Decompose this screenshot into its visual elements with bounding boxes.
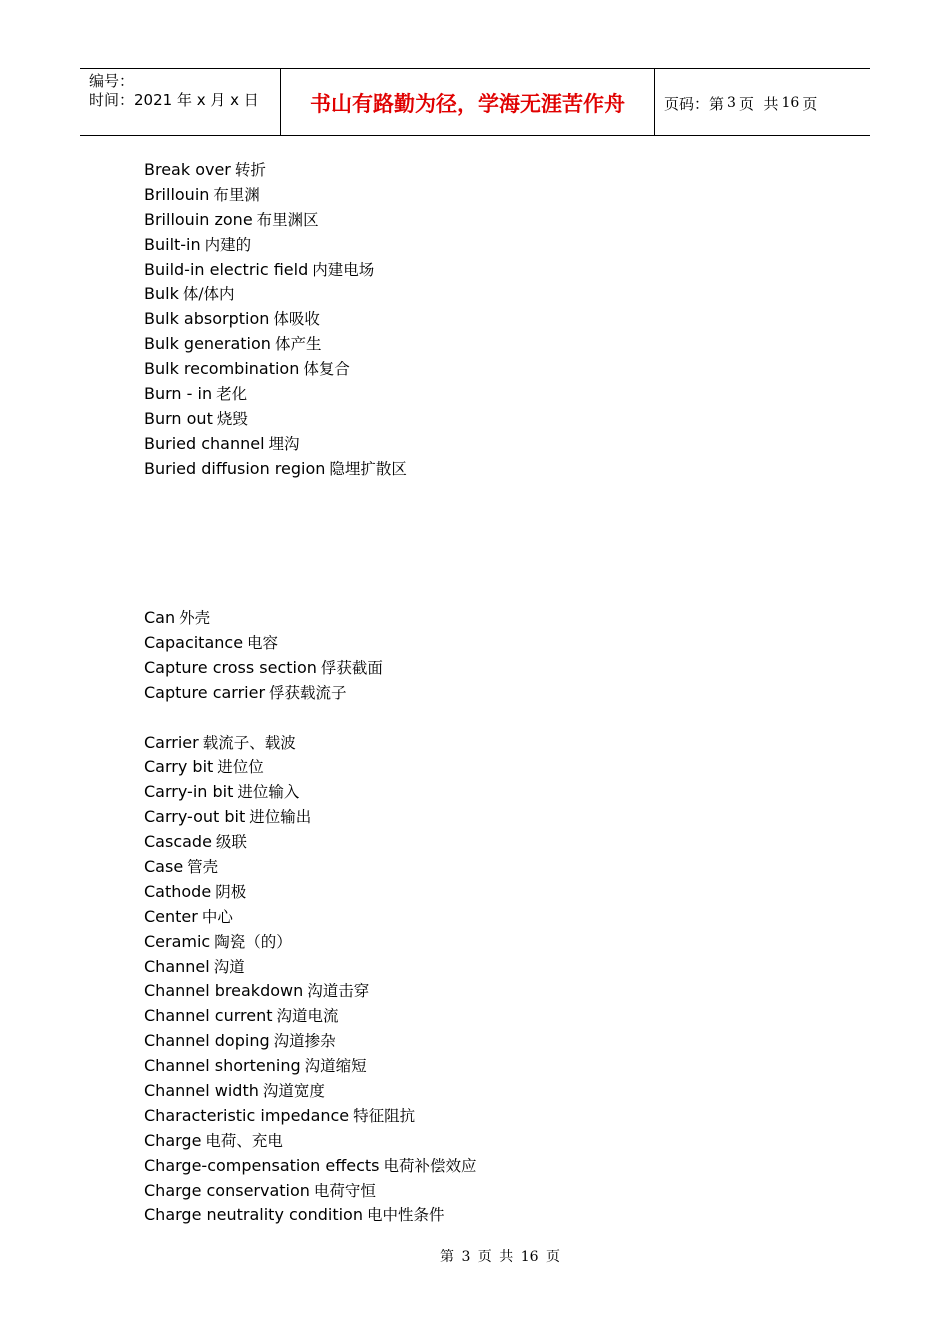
glossary-entry — [144, 382, 844, 407]
entry-translation: 进位输入 — [237, 783, 300, 802]
entry-translation: 阴极 — [215, 882, 247, 901]
glossary-entry — [144, 432, 844, 457]
entry-term: Cascade — [144, 832, 212, 852]
glossary-entry — [144, 631, 844, 656]
glossary-entry — [144, 780, 844, 805]
page-mid: 页 共 — [738, 94, 779, 113]
entry-term: Brillouin — [144, 184, 210, 204]
entry-translation: 沟道击穿 — [307, 982, 370, 1001]
entry-term: Can — [144, 608, 176, 628]
entry-translation: 体复合 — [303, 360, 350, 379]
entry-translation: 管壳 — [187, 857, 219, 876]
entry-term: Channel — [144, 956, 210, 976]
entry-translation: 进位位 — [217, 758, 264, 777]
glossary-entry — [144, 955, 844, 980]
glossary-entry — [144, 1104, 844, 1129]
glossary-entry — [144, 656, 844, 681]
entry-term: Capture cross section — [144, 657, 317, 677]
glossary-entry — [144, 1154, 844, 1179]
glossary-entry — [144, 1004, 844, 1029]
group-spacer — [144, 706, 844, 731]
glossary-group-b — [144, 158, 844, 482]
entry-translation: 电荷、充电 — [205, 1131, 283, 1150]
entry-term: Channel shortening — [144, 1056, 301, 1076]
entry-translation: 俘获截面 — [320, 658, 383, 677]
glossary-entry — [144, 158, 844, 183]
entry-translation: 沟道掺杂 — [273, 1032, 336, 1051]
glossary-entry — [144, 208, 844, 233]
glossary-entry — [144, 1054, 844, 1079]
entry-translation: 电中性条件 — [366, 1206, 445, 1225]
entry-translation: 内建的 — [204, 235, 252, 254]
entry-term: Channel current — [144, 1006, 273, 1026]
entry-term: Burn - in — [144, 384, 213, 404]
entry-term: Build-in electric field — [144, 259, 309, 279]
header-info-cell — [80, 69, 281, 135]
entry-translation: 沟道 — [213, 957, 245, 976]
page-end: 页 — [802, 94, 818, 113]
entry-term: Carry bit — [144, 757, 214, 777]
entry-translation: 烧毁 — [216, 409, 248, 428]
entry-translation: 进位输出 — [249, 808, 312, 827]
entry-translation: 沟道电流 — [276, 1007, 339, 1026]
number-label: 编号： — [89, 72, 135, 90]
entry-term: Charge conservation — [144, 1180, 310, 1200]
glossary-entry — [144, 1179, 844, 1204]
entry-term: Bulk recombination — [144, 359, 300, 379]
entry-translation: 载流子、载波 — [202, 733, 296, 752]
entry-translation: 布里渊区 — [256, 210, 319, 229]
entry-translation: 隐埋扩散区 — [329, 459, 407, 478]
entry-translation: 电荷补偿效应 — [383, 1156, 477, 1175]
date-label: 时间： — [89, 91, 135, 109]
glossary-entry — [144, 731, 844, 756]
glossary-entry — [144, 905, 844, 930]
header-page-info — [655, 69, 870, 135]
entry-term: Built-in — [144, 234, 201, 254]
glossary-entry — [144, 1079, 844, 1104]
entry-translation: 中心 — [201, 907, 233, 926]
entry-term: Buried channel — [144, 433, 265, 453]
glossary-entry — [144, 1029, 844, 1054]
glossary-entry — [144, 681, 844, 706]
page-header — [80, 68, 870, 136]
glossary-entry — [144, 258, 844, 283]
entry-translation: 俘获载流子 — [269, 683, 347, 702]
entry-translation: 埋沟 — [268, 434, 300, 453]
entry-term: Brillouin zone — [144, 209, 253, 229]
glossary-entry — [144, 282, 844, 307]
entry-term: Buried diffusion region — [144, 458, 326, 478]
glossary-entry — [144, 830, 844, 855]
glossary-entry — [144, 855, 844, 880]
page-footer: 第 3 页 共 16 页 — [440, 1249, 560, 1265]
entry-translation: 老化 — [216, 385, 248, 404]
glossary-entry — [144, 1203, 844, 1228]
glossary-entry — [144, 233, 844, 258]
glossary-entry — [144, 880, 844, 905]
page-label: 页码：第 — [664, 94, 725, 113]
glossary-entry — [144, 307, 844, 332]
entry-term: Cathode — [144, 881, 212, 901]
glossary-entry — [144, 755, 844, 780]
glossary-entry — [144, 930, 844, 955]
entry-term: Capacitance — [144, 632, 244, 652]
entry-term: Charge — [144, 1130, 202, 1150]
entry-term: Channel breakdown — [144, 981, 304, 1001]
entry-translation: 沟道宽度 — [262, 1082, 325, 1100]
glossary-group-c2 — [144, 731, 844, 1229]
entry-translation: 外壳 — [179, 609, 211, 628]
entry-term: Bulk — [144, 284, 179, 304]
glossary-entry — [144, 183, 844, 208]
entry-term: Charge-compensation effects — [144, 1155, 380, 1175]
entry-term: Burn out — [144, 408, 213, 428]
glossary-entry — [144, 979, 844, 1004]
entry-translation: 沟道缩短 — [304, 1057, 367, 1076]
glossary-entry — [144, 457, 844, 482]
entry-term: Characteristic impedance — [144, 1105, 350, 1125]
glossary-entry — [144, 357, 844, 382]
entry-term: Break over — [144, 160, 231, 179]
glossary-entry — [144, 1129, 844, 1154]
entry-translation: 特征阻抗 — [353, 1106, 416, 1125]
page-current: 3 — [727, 95, 736, 111]
date-value: 2021 年 x 月 x 日 — [134, 91, 259, 109]
entry-term: Capture carrier — [144, 682, 266, 702]
date-line — [89, 91, 280, 110]
entry-translation: 电容 — [247, 633, 279, 652]
entry-term: Channel width — [144, 1081, 259, 1100]
entry-term: Ceramic — [144, 931, 211, 951]
entry-term: Case — [144, 856, 184, 876]
entry-translation: 电荷守恒 — [313, 1181, 376, 1200]
entry-translation: 转折 — [234, 161, 266, 179]
entry-term: Channel doping — [144, 1031, 270, 1051]
entry-term: Bulk absorption — [144, 309, 270, 329]
glossary-entry — [144, 805, 844, 830]
entry-translation: 体/体内 — [182, 285, 235, 304]
entry-translation: 陶瓷（的） — [214, 932, 292, 951]
glossary-entry — [144, 332, 844, 357]
entry-translation: 级联 — [215, 833, 247, 852]
glossary-group-c1 — [144, 606, 844, 706]
entry-term: Carry-in bit — [144, 782, 234, 802]
header-motto: 书山有路勤为径，学海无涯苦作舟 — [281, 69, 655, 135]
glossary-entry — [144, 606, 844, 631]
entry-term: Center — [144, 906, 198, 926]
entry-translation: 布里渊 — [213, 185, 260, 204]
entry-term: Charge neutrality condition — [144, 1205, 363, 1225]
entry-term: Carrier — [144, 732, 199, 752]
page-total: 16 — [781, 95, 800, 111]
group-spacer — [144, 482, 844, 607]
glossary-entry — [144, 407, 844, 432]
entry-translation: 内建电场 — [312, 260, 375, 279]
entry-term: Bulk generation — [144, 334, 271, 354]
entry-translation: 体产生 — [274, 335, 322, 354]
entry-term: Carry-out bit — [144, 807, 246, 827]
entry-translation: 体吸收 — [273, 310, 320, 329]
glossary-list — [144, 158, 844, 1228]
